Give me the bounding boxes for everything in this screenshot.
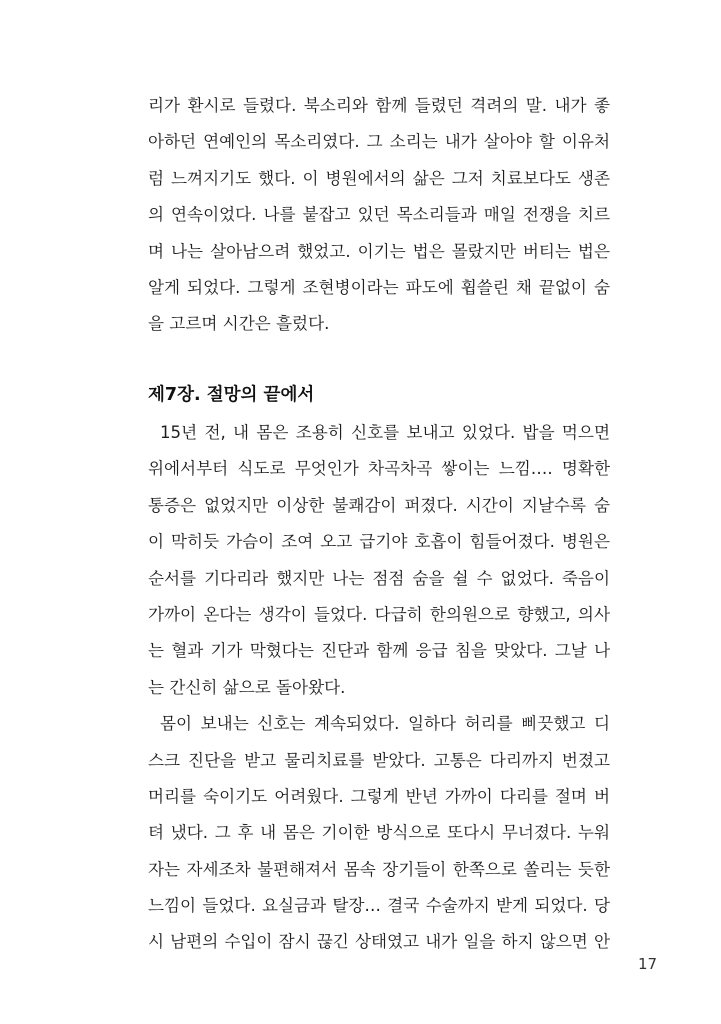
text-line: 며 나는 살아남으려 했었고. 이기는 법은 몰랐지만 버티는 법은 xyxy=(148,241,610,261)
text-line: 의 연속이었다. 나를 붙잡고 있던 목소리들과 매일 전쟁을 치르 xyxy=(148,205,610,225)
text-line: 위에서부터 식도로 무엇인가 차곡차곡 쌓이는 느낌…. 명확한 xyxy=(148,459,610,479)
text-line: 알게 되었다. 그렇게 조현병이라는 파도에 휩쓸린 채 끝없이 숨 xyxy=(148,277,610,297)
page-number: 17 xyxy=(638,955,658,973)
chapter-body xyxy=(148,415,610,961)
text-line: 통증은 없었지만 이상한 불쾌감이 퍼졌다. 시간이 지날수록 숨 xyxy=(148,495,610,515)
text-line: 순서를 기다리라 했지만 나는 점점 숨을 쉴 수 없었다. 죽음이 xyxy=(148,568,610,588)
text-line: 아하던 연예인의 목소리였다. 그 소리는 내가 살아야 할 이유처 xyxy=(148,132,610,152)
text-line: 몸이 보내는 신호는 계속되었다. 일하다 허리를 삐끗했고 디 xyxy=(160,714,610,734)
intro-paragraph xyxy=(148,88,610,343)
text-line: 을 고르며 시간은 흘렀다. xyxy=(148,314,330,334)
text-line: 럼 느껴지기도 했다. 이 병원에서의 삶은 그저 치료보다도 생존 xyxy=(148,168,610,188)
text-line: 15년 전, 내 몸은 조용히 신호를 보내고 있었다. 밥을 먹으면 xyxy=(160,423,610,442)
text-line: 느낌이 들었다. 요실금과 탈장… 결국 수술까지 받게 되었다. 당 xyxy=(148,896,610,916)
text-line: 머리를 숙이기도 어려웠다. 그렇게 반년 가까이 다리를 절며 버 xyxy=(148,786,610,806)
text-line: 텨 냈다. 그 후 내 몸은 기이한 방식으로 또다시 무너졌다. 누워 xyxy=(148,823,610,843)
chapter-title: 제7장. 절망의 끝에서 xyxy=(148,385,315,405)
text-line: 가까이 온다는 생각이 들었다. 다급히 한의원으로 향했고, 의사 xyxy=(148,604,610,624)
text-line: 시 남편의 수입이 잠시 끊긴 상태였고 내가 일을 하지 않으면 안 xyxy=(148,932,610,952)
text-line: 는 간신히 삶으로 돌아왔다. xyxy=(148,677,346,697)
text-line: 리가 환시로 들렸다. 북소리와 함께 들렸던 격려의 말. 내가 좋 xyxy=(148,96,610,115)
text-line: 자는 자세조차 불편해져서 몸속 장기들이 한쪽으로 쏠리는 듯한 xyxy=(148,859,610,879)
text-line: 는 혈과 기가 막혔다는 진단과 함께 응급 침을 맞았다. 그날 나 xyxy=(148,641,610,661)
text-line: 스크 진단을 받고 물리치료를 받았다. 고통은 다리까지 번졌고 xyxy=(148,750,610,770)
text-line: 이 막히듯 가슴이 조여 오고 급기야 호흡이 힘들어졌다. 병원은 xyxy=(148,532,610,552)
